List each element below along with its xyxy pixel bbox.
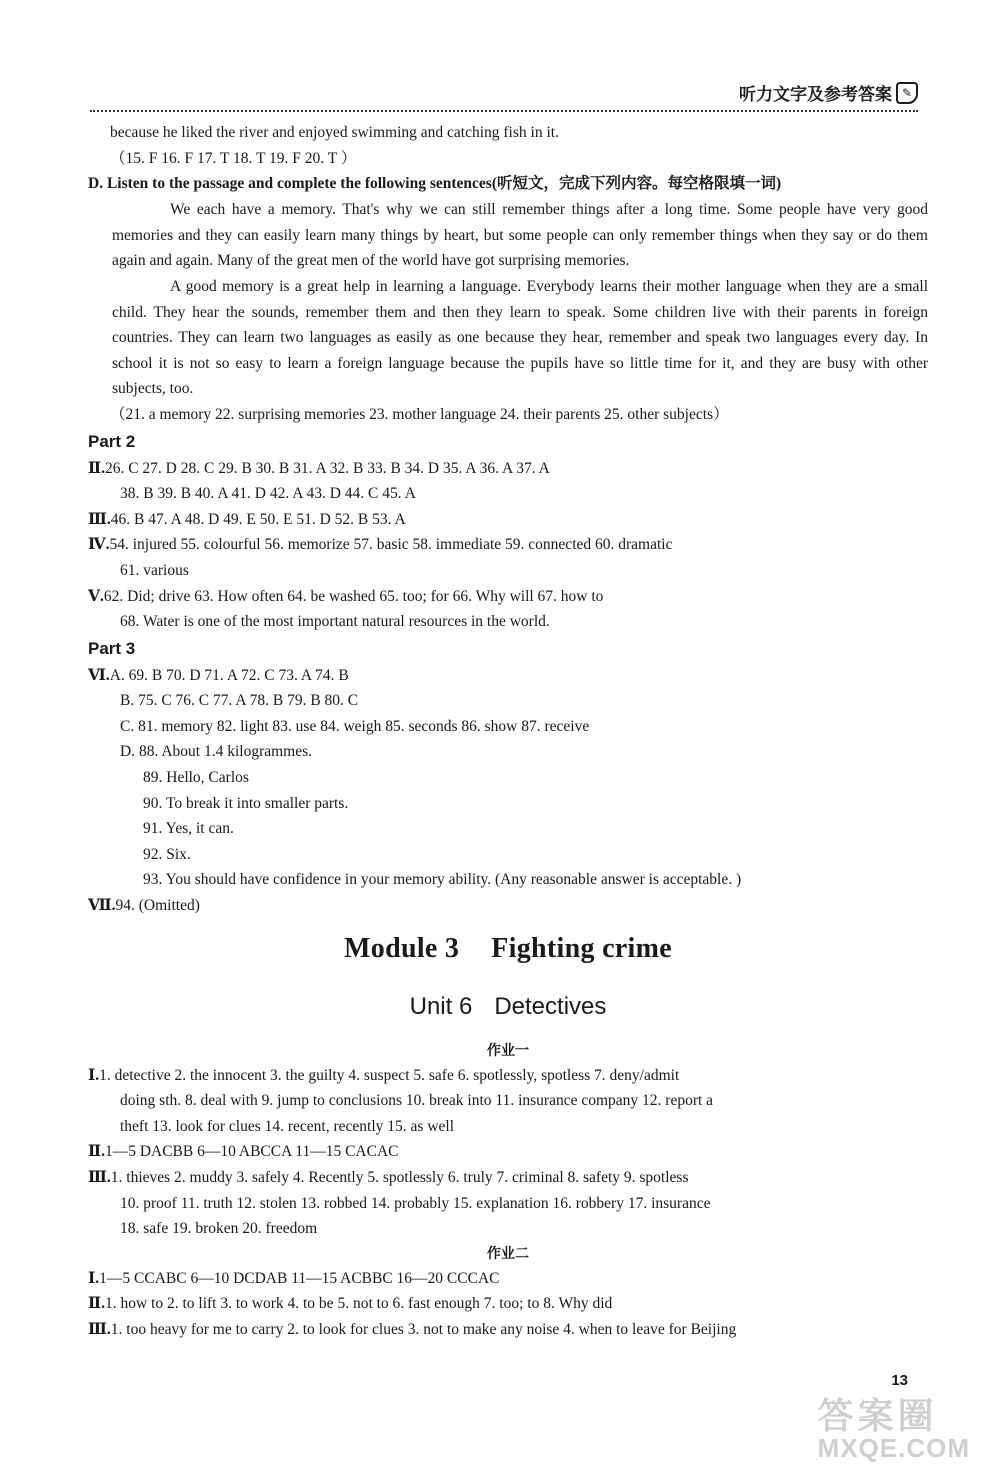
header-title: 听力文字及参考答案	[739, 85, 892, 105]
roman-numeral: Ⅳ.	[88, 536, 110, 554]
answer-line: A. 69. B 70. D 71. A 72. C 73. A 74. B	[109, 666, 349, 684]
roman-numeral: Ⅶ.	[88, 897, 116, 915]
passage-paragraph-2: A good memory is a great help in learning a language. Everybody learns their mother language when they are a small child. They hear the sounds, remember them and then they learn to speak. Some children live with their parents in foreign countries. They can learn two languages as easily as one because they hear, remember and speak two languages every day. In school it is not so easy to learn a foreign language because the pupils have so little time for it, and they are busy with other subjects, too.	[112, 277, 928, 398]
module-topic: Fighting crime	[491, 932, 672, 964]
watermark-site: MXQE.COM	[817, 1433, 970, 1463]
section-d-heading: D. Listen to the passage and complete the following sentences(听短文，完成下列内容。每空格限填一词)	[88, 175, 782, 193]
answer-line: （15. F 16. F 17. T 18. T 19. F 20. T ）	[110, 149, 357, 167]
answer-line: B. 75. C 76. C 77. A 78. B 79. B 80. C	[120, 692, 359, 710]
answer-line: 92. Six.	[143, 845, 191, 863]
part-2-title: Part 2	[88, 431, 136, 451]
header-divider	[90, 110, 918, 112]
answer-line: 10. proof 11. truth 12. stolen 13. robbed 14. probably 15. explanation 16. robbery 17. insurance	[120, 1194, 711, 1212]
answer-line: （21. a memory 22. surprising memories 23. mother language 24. their parents 25. other subjects）	[110, 405, 729, 423]
roman-numeral: Ⅱ.	[88, 1143, 105, 1161]
answer-line: D. 88. About 1.4 kilogrammes.	[120, 743, 313, 761]
answer-line: 1. thieves 2. muddy 3. safely 4. Recently 5. spotlessly 6. truly 7. criminal 8. safety 9. spotless	[110, 1169, 689, 1186]
roman-numeral: Ⅴ.	[88, 587, 104, 605]
page-number: 13	[891, 1372, 908, 1389]
page-content	[88, 120, 928, 1343]
roman-numeral: Ⅲ.	[88, 1320, 111, 1338]
unit-title	[88, 993, 928, 1021]
roman-numeral: Ⅲ.	[88, 1169, 111, 1186]
watermark	[818, 1388, 970, 1464]
homework-1-heading: 作业一	[487, 1042, 529, 1059]
answer-line: 1. detective 2. the innocent 3. the guilty 4. suspect 5. safe 6. spotlessly, spotless 7. deny/admit	[99, 1066, 680, 1084]
answer-line: C. 81. memory 82. light 83. use 84. weigh 85. seconds 86. show 87. receive	[120, 717, 590, 735]
answer-line: 1—5 CCABC 6—10 DCDAB 11—15 ACBBC 16—20 CCCAC	[99, 1269, 500, 1287]
roman-numeral: Ⅰ.	[88, 1066, 100, 1084]
roman-numeral: Ⅱ.	[88, 1295, 105, 1313]
answer-line: 26. C 27. D 28. C 29. B 30. B 31. A 32. B 33. B 34. D 35. A 36. A 37. A	[104, 459, 550, 477]
watermark-logo: 答案圈	[817, 1395, 938, 1436]
roman-numeral: Ⅰ.	[88, 1269, 100, 1287]
answer-line: 94. (Omitted)	[115, 897, 200, 915]
homework-2-heading: 作业二	[487, 1245, 529, 1262]
answer-line: 1. too heavy for me to carry 2. to look for clues 3. not to make any noise 4. when to leave for Beijing	[110, 1320, 737, 1338]
answer-line: 1—5 DACBB 6—10 ABCCA 11—15 CACAC	[104, 1143, 399, 1161]
module-name: Module 3	[344, 932, 460, 964]
pen-icon: ✎	[896, 82, 918, 104]
roman-numeral: Ⅵ.	[88, 666, 110, 684]
text-line: because he liked the river and enjoyed swimming and catching fish in it.	[110, 124, 559, 141]
answer-line: doing sth. 8. deal with 9. jump to conclusions 10. break into 11. insurance company 12. report a	[120, 1092, 714, 1110]
answer-line: 89. Hello, Carlos	[143, 769, 249, 787]
answer-line: 1. how to 2. to lift 3. to work 4. to be 5. not to 6. fast enough 7. too; to 8. Why did	[104, 1295, 613, 1313]
answer-line: 90. To break it into smaller parts.	[143, 794, 349, 812]
unit-name: Unit 6	[409, 992, 473, 1020]
answer-line: 54. injured 55. colourful 56. memorize 57. basic 58. immediate 59. connected 60. dramatic	[109, 536, 673, 554]
answer-line: 68. Water is one of the most important natural resources in the world.	[120, 613, 550, 631]
part-3-title: Part 3	[88, 638, 136, 658]
answer-line: 18. safe 19. broken 20. freedom	[120, 1220, 318, 1238]
roman-numeral: Ⅱ.	[88, 459, 105, 477]
module-title	[88, 933, 928, 965]
passage-paragraph-1: We each have a memory. That's why we can still remember things after a long time. Some people have very good memories and they can easily learn many things by heart, but some people can only remember things when they say or do them again and again. Many of the great men of the world have got surprising memories.	[112, 201, 928, 270]
answer-line: 62. Did; drive 63. How often 64. be washed 65. too; for 66. Why will 67. how to	[103, 587, 604, 605]
answer-line: theft 13. look for clues 14. recent, recently 15. as well	[120, 1117, 454, 1135]
roman-numeral: Ⅲ.	[88, 510, 111, 528]
unit-topic: Detectives	[494, 992, 607, 1020]
answer-line: 38. B 39. B 40. A 41. D 42. A 43. D 44. C 45. A	[120, 485, 416, 503]
answer-line: 93. You should have confidence in your memory ability. (Any reasonable answer is acceptable. )	[143, 871, 742, 889]
page-header	[739, 80, 918, 105]
answer-line: 61. various	[120, 561, 189, 579]
answer-line: 46. B 47. A 48. D 49. E 50. E 51. D 52. B 53. A	[110, 510, 406, 528]
answer-line: 91. Yes, it can.	[143, 820, 234, 838]
